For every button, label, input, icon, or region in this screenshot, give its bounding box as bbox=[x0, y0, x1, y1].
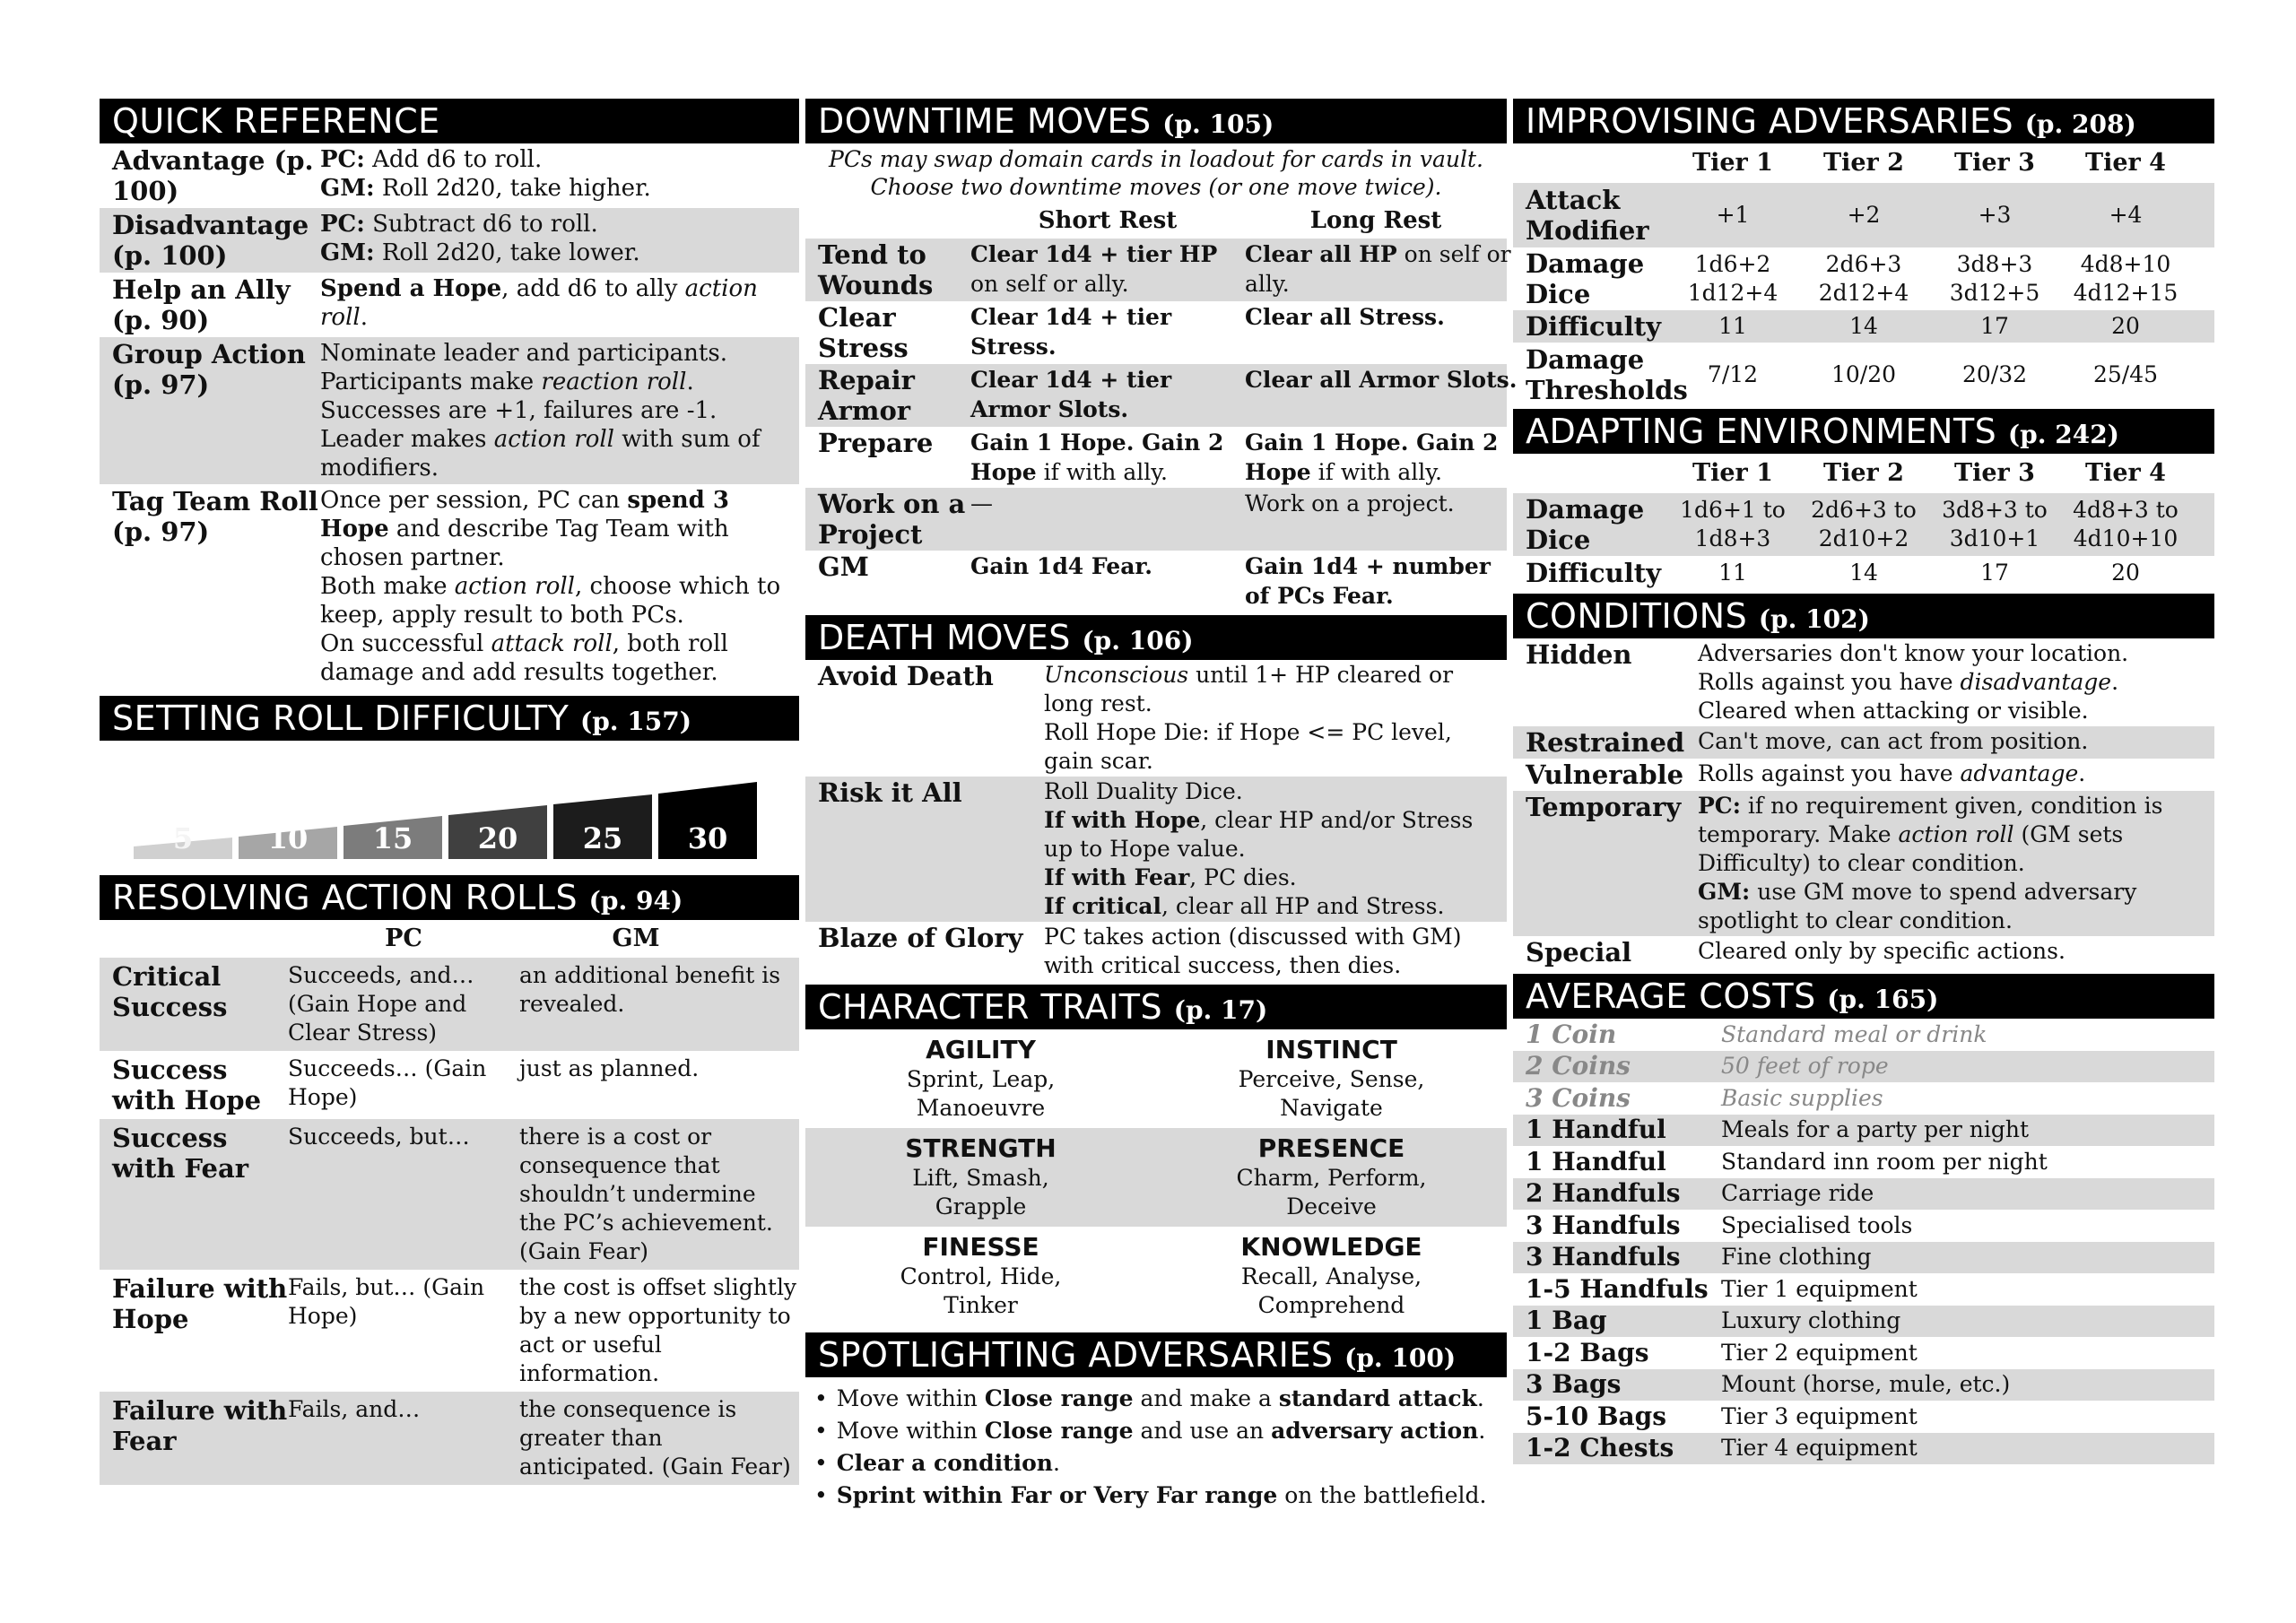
tier-value: +4 bbox=[2109, 202, 2143, 228]
tier-1-header: Tier 1 bbox=[1692, 459, 1773, 487]
tier-3-header: Tier 3 bbox=[1954, 459, 2035, 487]
tier-term: Difficulty bbox=[1526, 558, 1661, 588]
res-pc: Succeeds… (Gain Hope) bbox=[288, 1055, 487, 1110]
spotlight-item: • Sprint within Far or Very Far range on the battlefield. bbox=[814, 1480, 1507, 1512]
tier-term: Damage Thresholds bbox=[1526, 344, 1688, 405]
condition-hidden bbox=[1513, 638, 2214, 726]
resolving-success-hope bbox=[100, 1051, 799, 1119]
cost-row bbox=[1513, 1178, 2214, 1211]
tier-value: 20 bbox=[2111, 313, 2140, 339]
downtime-work-project bbox=[805, 488, 1507, 551]
res-gm: the cost is offset slightly by a new opportunity to act or useful information. bbox=[519, 1274, 797, 1386]
dm-term: Risk it All bbox=[818, 777, 962, 808]
difficulty-step-25: 25 bbox=[582, 821, 623, 855]
qr-desc: Spend a Hope, add d6 to ally action roll. bbox=[320, 275, 758, 331]
qr-disadvantage bbox=[100, 208, 799, 273]
cost-item: Tier 3 equipment bbox=[1721, 1402, 1918, 1429]
condition-restrained bbox=[1513, 726, 2214, 759]
tier-value: 25/45 bbox=[2092, 361, 2159, 387]
res-gm: the consequence is greater than anticipated. (Gain Fear) bbox=[519, 1396, 791, 1480]
cost-item: Standard meal or drink bbox=[1721, 1020, 1987, 1047]
cd-term: Restrained bbox=[1526, 727, 1685, 758]
qr-desc: PC: Add d6 to roll. GM: Roll 2d20, take higher. bbox=[320, 146, 651, 202]
cost-item: Tier 4 equipment bbox=[1721, 1435, 1918, 1462]
downtime-column-headers bbox=[805, 203, 1507, 239]
column-right bbox=[1513, 99, 2214, 1464]
downtime-repair-armor bbox=[805, 364, 1518, 427]
cost-item: Luxury clothing bbox=[1721, 1307, 1901, 1334]
cost-row bbox=[1513, 1433, 2214, 1465]
cost-row bbox=[1513, 1273, 2214, 1306]
res-gm: there is a cost or consequence that shouldn’t undermine the PC’s achievement. (Gain Fear) bbox=[519, 1124, 773, 1264]
difficulty-step-10: 10 bbox=[267, 821, 309, 855]
tier-value: 20 bbox=[2111, 560, 2140, 586]
cost-amount: 3 Handfuls bbox=[1526, 1242, 1681, 1272]
difficulty-step-20: 20 bbox=[477, 821, 518, 855]
col-gm: GM bbox=[612, 924, 660, 952]
tier-value: 11 bbox=[1718, 313, 1747, 339]
qr-help-ally bbox=[100, 273, 799, 337]
cost-item: 50 feet of rope bbox=[1721, 1053, 1889, 1080]
cost-row bbox=[1513, 1337, 2214, 1369]
cost-amount: 1-2 Bags bbox=[1526, 1337, 1649, 1367]
dt-short: Gain 1d4 Fear. bbox=[970, 553, 1152, 579]
improvising-adversaries-header: IMPROVISING ADVERSARIES (p. 208) bbox=[1513, 99, 2214, 143]
tier-term: Difficulty bbox=[1526, 311, 1661, 342]
tier-value: +1 bbox=[1716, 202, 1750, 228]
cost-item: Standard inn room per night bbox=[1721, 1148, 2048, 1175]
downtime-moves-header: DOWNTIME MOVES (p. 105) bbox=[805, 99, 1507, 143]
tier-2-header: Tier 2 bbox=[1823, 149, 1904, 177]
average-costs-list bbox=[1513, 1019, 2214, 1464]
res-term: Critical Success bbox=[112, 961, 228, 1022]
trait-knowledge: KNOWLEDGE Recall, Analyse, Comprehend bbox=[1240, 1232, 1422, 1318]
resolving-failure-hope bbox=[100, 1270, 799, 1392]
cost-amount: 3 Bags bbox=[1526, 1369, 1622, 1400]
conditions-header: CONDITIONS (p. 102) bbox=[1513, 594, 2214, 638]
resolving-column-headers bbox=[100, 920, 799, 958]
res-pc: Fails, and… bbox=[288, 1396, 421, 1422]
downtime-tend-wounds bbox=[805, 239, 1511, 301]
cost-amount: 1 Handful bbox=[1526, 1115, 1666, 1145]
improvising-attack-modifier bbox=[1513, 183, 2214, 247]
cd-desc: PC: if no requirement given, condition is temporary. Make action roll (GM sets Difficulty) to clear condition. GM: use GM move to spend adversary spotlight to clear condition. bbox=[1698, 793, 2163, 933]
condition-vulnerable bbox=[1513, 759, 2214, 791]
tier-value: 10/20 bbox=[1831, 361, 1897, 387]
tier-term: Damage Dice bbox=[1526, 248, 1645, 309]
traits-row-2 bbox=[805, 1128, 1507, 1227]
qr-term: Group Action (p. 97) bbox=[112, 339, 306, 400]
tier-value: 3d8+3 3d12+5 bbox=[1949, 251, 2040, 306]
res-term: Failure with Hope bbox=[112, 1273, 288, 1334]
tier-1-header: Tier 1 bbox=[1692, 149, 1773, 177]
res-gm: just as planned. bbox=[519, 1055, 700, 1081]
column-left bbox=[100, 99, 799, 1485]
dt-short: Clear 1d4 + tier Armor Slots. bbox=[970, 367, 1172, 422]
cost-row bbox=[1513, 1146, 2214, 1178]
adapting-damage-dice bbox=[1513, 493, 2214, 556]
dt-long: Gain 1 Hope. Gain 2 Hope if with ally. bbox=[1245, 430, 1499, 485]
adapting-environments-header: ADAPTING ENVIRONMENTS (p. 242) bbox=[1513, 409, 2214, 454]
improvising-tier-headers bbox=[1513, 143, 2214, 183]
qr-advantage bbox=[100, 143, 799, 208]
difficulty-step-15: 15 bbox=[372, 821, 413, 855]
tier-term: Damage Dice bbox=[1526, 494, 1645, 555]
cost-row bbox=[1513, 1082, 2214, 1115]
cost-amount: 1 Handful bbox=[1526, 1146, 1666, 1176]
qr-term: Advantage (p. 100) bbox=[112, 145, 314, 206]
tier-value: 3d8+3 to 3d10+1 bbox=[1942, 497, 2048, 551]
improvising-damage-dice bbox=[1513, 247, 2214, 310]
resolving-success-fear bbox=[100, 1119, 799, 1270]
cd-term: Special bbox=[1526, 937, 1632, 968]
death-risk-it-all bbox=[805, 777, 1507, 922]
tier-value: 4d8+10 4d12+15 bbox=[2073, 251, 2179, 306]
cd-desc: Adversaries don't know your location. Rolls against you have disadvantage. Cleared when attacking or visible. bbox=[1698, 640, 2129, 724]
difficulty-step-30: 30 bbox=[687, 821, 728, 855]
spotlight-item: • Move within Close range and use an adversary action. bbox=[814, 1415, 1507, 1447]
tier-value: 1d6+2 1d12+4 bbox=[1687, 251, 1779, 306]
cost-item: Tier 1 equipment bbox=[1721, 1275, 1918, 1302]
cost-item: Carriage ride bbox=[1721, 1180, 1874, 1207]
tier-value: +3 bbox=[1978, 202, 2012, 228]
cost-amount: 1 Bag bbox=[1526, 1306, 1607, 1336]
dt-long: Clear all HP on self or ally. bbox=[1245, 241, 1511, 297]
tier-value: 7/12 bbox=[1707, 361, 1759, 387]
resolving-critical-success bbox=[100, 958, 799, 1051]
trait-strength: STRENGTH Lift, Smash, Grapple bbox=[905, 1133, 1057, 1219]
improvising-difficulty bbox=[1513, 310, 2214, 343]
dt-term: Clear Stress bbox=[818, 302, 909, 363]
adapting-tier-headers bbox=[1513, 454, 2214, 493]
dt-long: Gain 1d4 + number of PCs Fear. bbox=[1245, 553, 1491, 609]
quick-reference-header: QUICK REFERENCE bbox=[100, 99, 799, 143]
qr-term: Disadvantage (p. 100) bbox=[112, 210, 309, 271]
cost-item: Meals for a party per night bbox=[1721, 1116, 2030, 1143]
cost-amount: 3 Handfuls bbox=[1526, 1210, 1681, 1240]
downtime-prepare bbox=[805, 427, 1507, 488]
cost-amount: 3 Coins bbox=[1526, 1082, 1631, 1113]
condition-temporary bbox=[1513, 791, 2214, 936]
dt-term: Repair Armor bbox=[818, 365, 915, 426]
tier-value: 17 bbox=[1980, 313, 2009, 339]
qr-desc: Once per session, PC can spend 3 Hope and describe Tag Team with chosen partner. Both make action roll, choose which to keep, apply result to both PCs. On successful attack roll, both roll damage and add results together. bbox=[320, 487, 781, 686]
dt-short: — bbox=[970, 490, 993, 516]
condition-special bbox=[1513, 936, 2214, 968]
col-pc: PC bbox=[385, 924, 422, 952]
dt-long: Clear all Stress. bbox=[1245, 304, 1445, 330]
dm-desc: Roll Duality Dice. If with Hope, clear HP and/or Stress up to Hope value. If with Fear, PC dies. If critical, clear all HP and Stress. bbox=[1044, 778, 1474, 919]
cost-amount: 1-2 Chests bbox=[1526, 1433, 1674, 1463]
cost-item: Specialised tools bbox=[1721, 1211, 1913, 1238]
setting-roll-difficulty-header: SETTING ROLL DIFFICULTY (p. 157) bbox=[100, 696, 799, 741]
dm-term: Avoid Death bbox=[818, 661, 994, 691]
tier-value: 4d8+3 to 4d10+10 bbox=[2073, 497, 2179, 551]
dt-short: Gain 1 Hope. Gain 2 Hope if with ally. bbox=[970, 430, 1224, 485]
dt-term: Prepare bbox=[818, 428, 934, 458]
trait-agility: AGILITY Sprint, Leap, Manoeuvre bbox=[906, 1035, 1056, 1121]
dt-long: Work on a project. bbox=[1245, 490, 1455, 516]
res-term: Failure with Fear bbox=[112, 1395, 288, 1456]
res-pc: Succeeds, but… bbox=[288, 1124, 470, 1150]
cost-amount: 1-5 Handfuls bbox=[1526, 1273, 1709, 1304]
average-costs-header: AVERAGE COSTS (p. 165) bbox=[1513, 974, 2214, 1019]
spotlight-list bbox=[805, 1377, 1507, 1512]
death-avoid bbox=[805, 660, 1507, 777]
downtime-intro: PCs may swap domain cards in loadout for cards in vault. Choose two downtime moves (or one move twice). bbox=[829, 146, 1483, 200]
qr-group-action bbox=[100, 337, 799, 484]
tier-value: 14 bbox=[1849, 313, 1878, 339]
cost-item: Tier 2 equipment bbox=[1721, 1339, 1918, 1366]
cd-desc: Can't move, can act from position. bbox=[1698, 728, 2089, 754]
cost-amount: 2 Coins bbox=[1526, 1051, 1631, 1081]
cd-desc: Rolls against you have advantage. bbox=[1698, 760, 2086, 786]
spotlight-item: • Move within Close range and make a standard attack. bbox=[814, 1383, 1507, 1415]
cd-term: Temporary bbox=[1526, 792, 1682, 822]
res-term: Success with Hope bbox=[112, 1055, 262, 1115]
death-blaze-of-glory bbox=[805, 922, 1507, 981]
qr-term: Tag Team Roll (p. 97) bbox=[112, 486, 318, 547]
tier-value: 1d6+1 to 1d8+3 bbox=[1680, 497, 1786, 551]
col-short-rest: Short Rest bbox=[1038, 207, 1178, 234]
cost-item: Mount (horse, mule, etc.) bbox=[1721, 1371, 2011, 1398]
cost-row bbox=[1513, 1306, 2214, 1338]
cost-amount: 5-10 Bags bbox=[1526, 1401, 1666, 1431]
cost-row bbox=[1513, 1115, 2214, 1147]
cd-term: Hidden bbox=[1526, 639, 1632, 670]
trait-presence: PRESENCE Charm, Perform, Deceive bbox=[1236, 1133, 1427, 1219]
trait-finesse: FINESSE Control, Hide, Tinker bbox=[900, 1232, 1062, 1318]
qr-term: Help an Ally (p. 90) bbox=[112, 274, 291, 335]
cost-row bbox=[1513, 1051, 2214, 1083]
dm-desc: PC takes action (discussed with GM) with critical success, then dies. bbox=[1044, 924, 1462, 978]
tier-value: 2d6+3 2d12+4 bbox=[1818, 251, 1909, 306]
adapting-difficulty bbox=[1513, 556, 2214, 590]
tier-value: 14 bbox=[1849, 560, 1878, 586]
improvising-damage-thresholds bbox=[1513, 343, 2214, 407]
tier-4-header: Tier 4 bbox=[2085, 459, 2166, 487]
cost-row bbox=[1513, 1401, 2214, 1433]
character-traits-header: CHARACTER TRAITS (p. 17) bbox=[805, 985, 1507, 1029]
spotlighting-adversaries-header: SPOTLIGHTING ADVERSARIES (p. 100) bbox=[805, 1332, 1507, 1377]
cost-item: Basic supplies bbox=[1721, 1084, 1883, 1111]
trait-instinct: INSTINCT Perceive, Sense, Navigate bbox=[1238, 1035, 1425, 1121]
cost-amount: 2 Handfuls bbox=[1526, 1178, 1681, 1209]
difficulty-scale bbox=[100, 741, 799, 875]
tier-3-header: Tier 3 bbox=[1954, 149, 2035, 177]
qr-desc: PC: Subtract d6 to roll. GM: Roll 2d20, take lower. bbox=[320, 211, 640, 266]
tier-2-header: Tier 2 bbox=[1823, 459, 1904, 487]
downtime-gm bbox=[805, 551, 1507, 612]
cost-amount: 1 Coin bbox=[1526, 1019, 1617, 1049]
tier-4-header: Tier 4 bbox=[2085, 149, 2166, 177]
dt-term: GM bbox=[818, 551, 869, 582]
column-middle bbox=[805, 99, 1518, 1512]
tier-value: 2d6+3 to 2d10+2 bbox=[1811, 497, 1917, 551]
dm-term: Blaze of Glory bbox=[818, 923, 1023, 953]
traits-row-1 bbox=[805, 1029, 1507, 1128]
cost-row bbox=[1513, 1242, 2214, 1274]
dt-short: Clear 1d4 + tier Stress. bbox=[970, 304, 1172, 360]
qr-desc: Nominate leader and participants. Participants make reaction roll. Successes are +1, failures are -1. Leader makes action roll with sum of modifiers. bbox=[320, 340, 761, 482]
death-moves-header: DEATH MOVES (p. 106) bbox=[805, 615, 1507, 660]
tier-value: +2 bbox=[1847, 202, 1881, 228]
resolving-failure-fear bbox=[100, 1392, 799, 1485]
res-gm: an additional benefit is revealed. bbox=[519, 962, 781, 1017]
tier-value: 11 bbox=[1718, 560, 1747, 586]
spotlight-item: • Clear a condition. bbox=[814, 1447, 1507, 1480]
tier-term: Attack Modifier bbox=[1526, 185, 1649, 246]
tier-value: 20/32 bbox=[1961, 361, 2028, 387]
dt-term: Tend to Wounds bbox=[818, 239, 934, 300]
cd-term: Vulnerable bbox=[1526, 759, 1684, 790]
cost-row bbox=[1513, 1369, 2214, 1402]
downtime-clear-stress bbox=[805, 301, 1507, 364]
res-pc: Fails, but… (Gain Hope) bbox=[288, 1274, 485, 1329]
dt-term: Work on a Project bbox=[818, 489, 966, 550]
cost-item: Fine clothing bbox=[1721, 1244, 1872, 1271]
dm-desc: Unconscious until 1+ HP cleared or long rest. Roll Hope Die: if Hope <= PC level, gain scar. bbox=[1044, 662, 1454, 774]
qr-tag-team bbox=[100, 484, 799, 689]
dt-long: Clear all Armor Slots. bbox=[1245, 367, 1518, 393]
dt-short: Clear 1d4 + tier HP on self or ally. bbox=[970, 241, 1218, 297]
res-term: Success with Fear bbox=[112, 1123, 249, 1184]
col-long-rest: Long Rest bbox=[1309, 207, 1442, 234]
difficulty-step-5: 5 bbox=[172, 821, 194, 855]
res-pc: Succeeds, and… (Gain Hope and Clear Stress) bbox=[288, 962, 474, 1046]
traits-row-3 bbox=[805, 1227, 1507, 1325]
cd-desc: Cleared only by specific actions. bbox=[1698, 938, 2066, 964]
cost-row bbox=[1513, 1019, 2214, 1051]
tier-value: 17 bbox=[1980, 560, 2009, 586]
cost-row bbox=[1513, 1210, 2214, 1242]
resolving-action-rolls-header: RESOLVING ACTION ROLLS (p. 94) bbox=[100, 875, 799, 920]
